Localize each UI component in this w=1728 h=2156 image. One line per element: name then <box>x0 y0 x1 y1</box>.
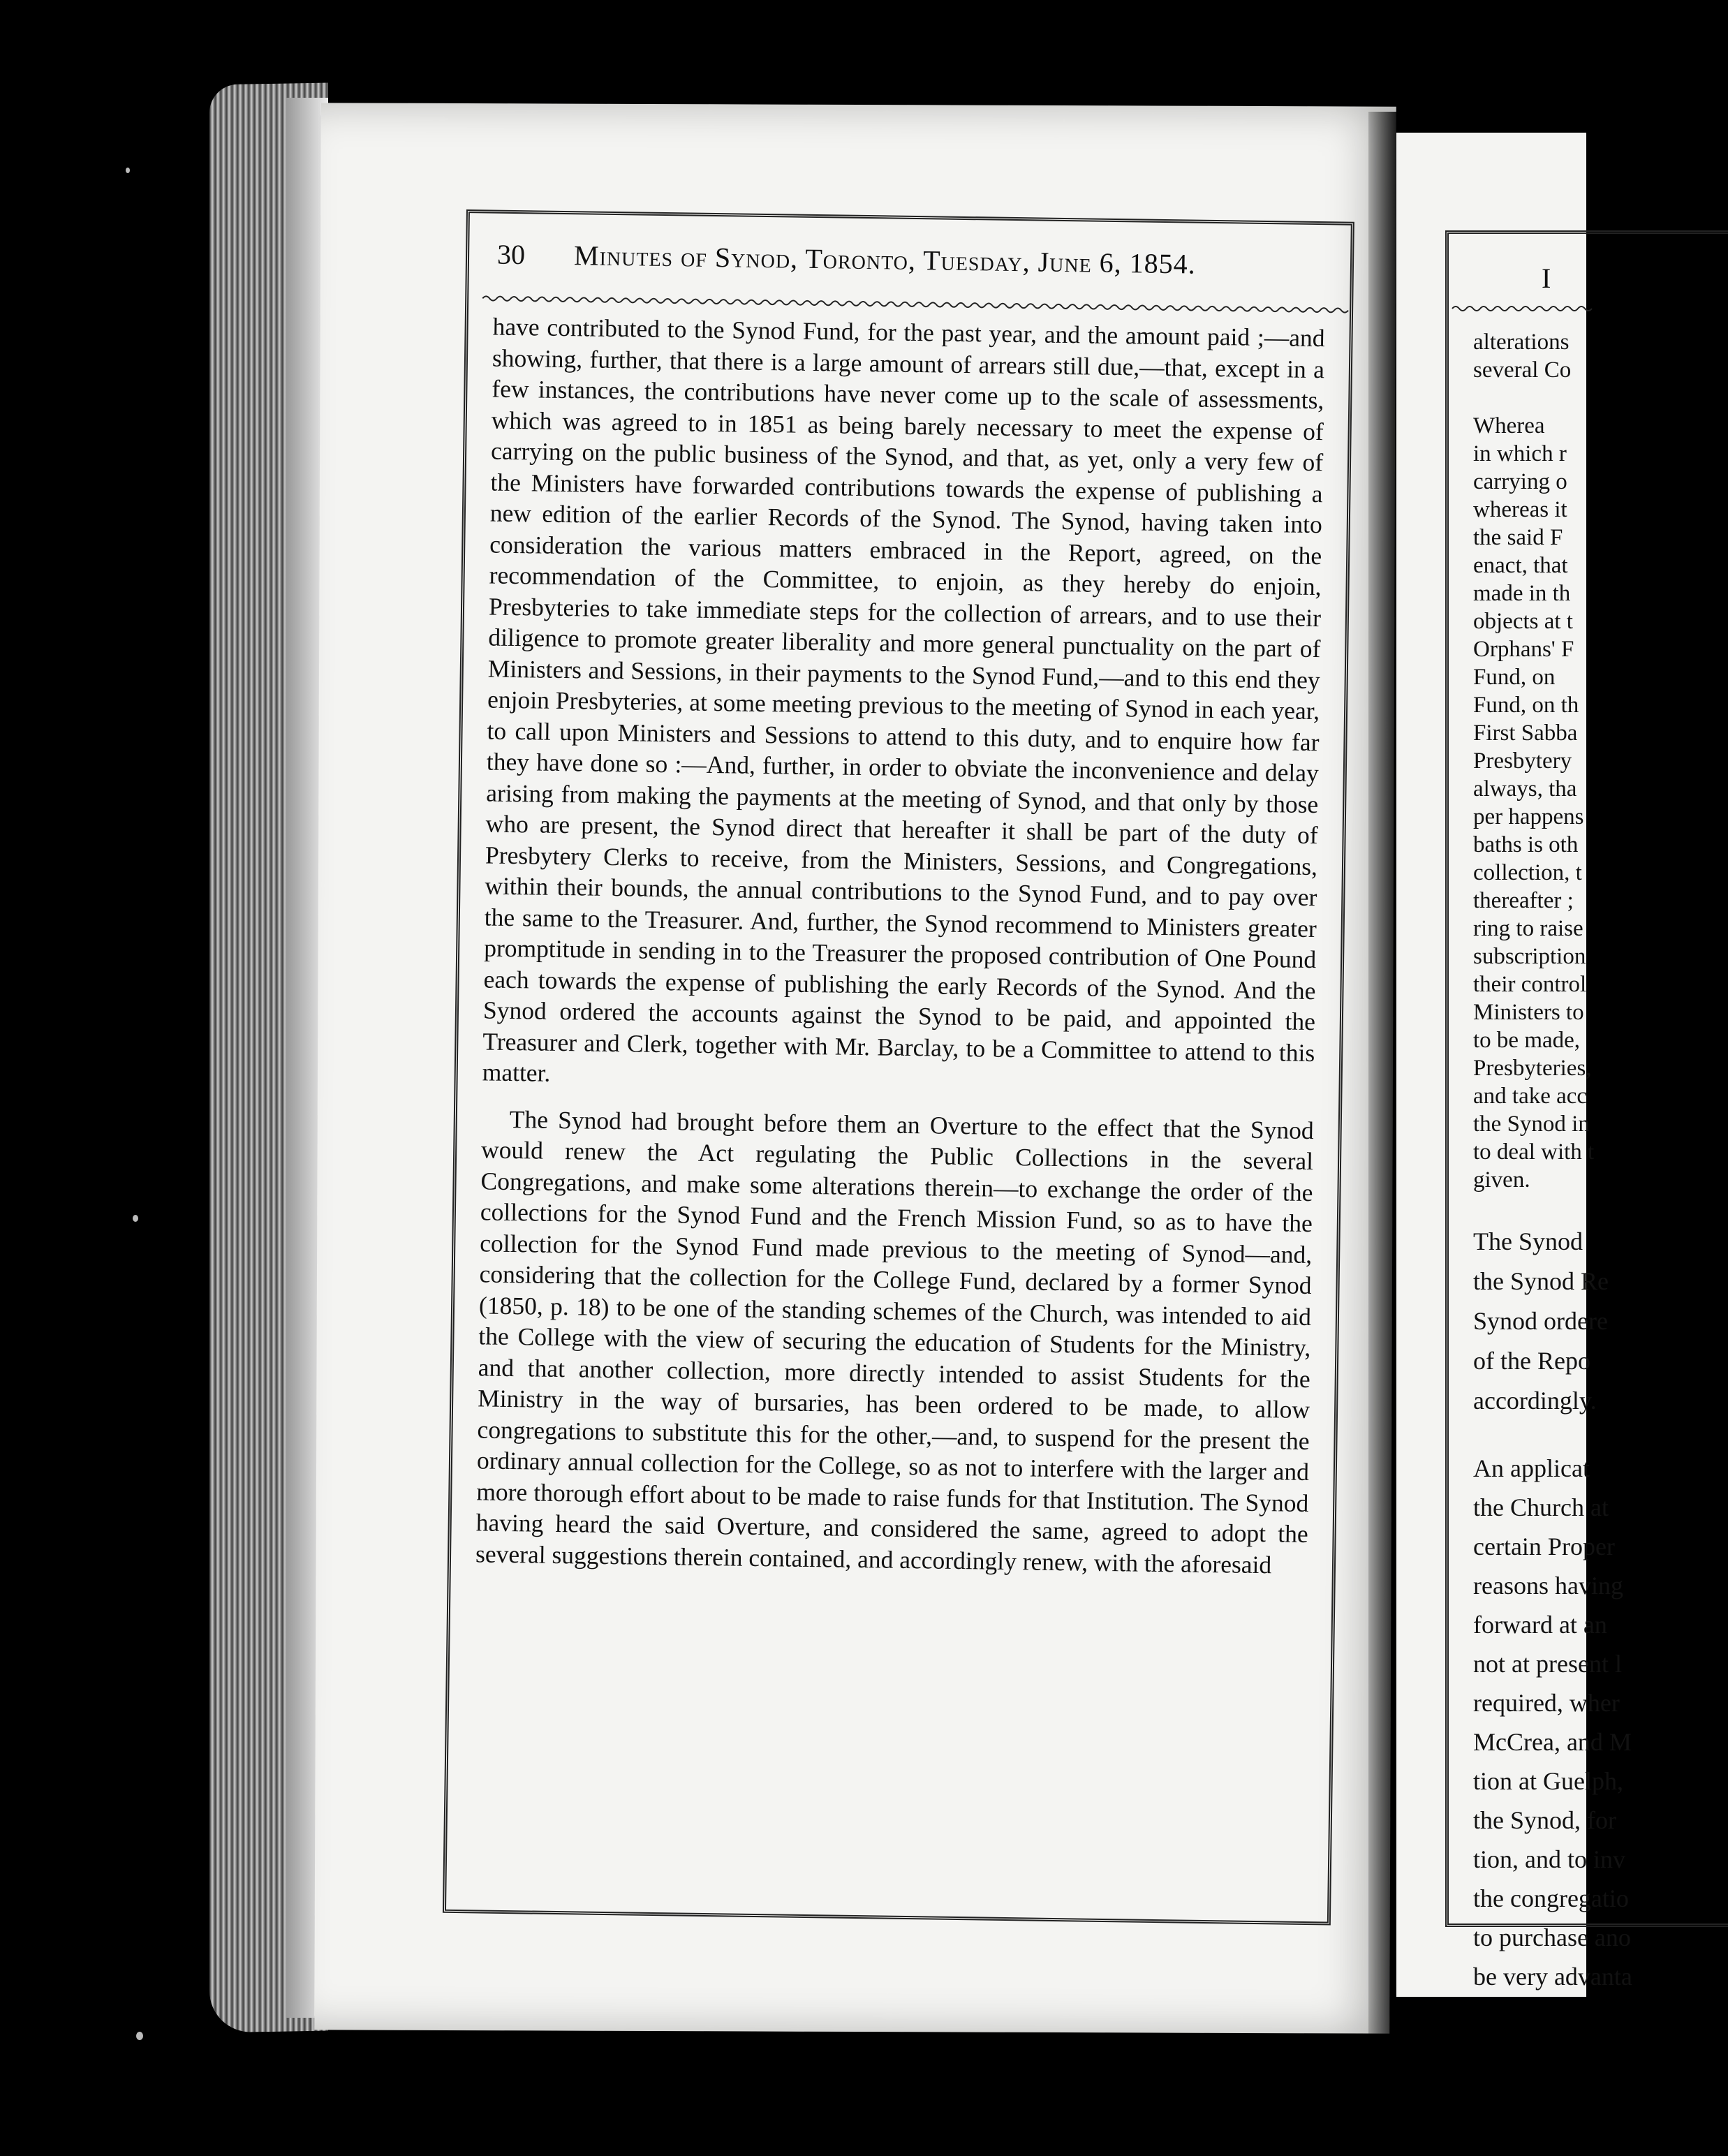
running-header <box>496 238 1322 298</box>
scan-speck <box>133 1215 138 1222</box>
right-fragment-2: Wherea in which r carrying o whereas it the said F enact, that made in th objects at t Orphans' F Fund, on Fund, on th First Sabba Presbytery always, tha per happens baths is oth collection, t thereafter ; ring to raise subscription their control Ministers to to be made, Presbyteries, and take acc the Synod in to deal with t given. <box>1473 413 1595 1193</box>
right-page-wavy-rule <box>1452 304 1592 313</box>
right-page-text-fragments <box>1473 328 1632 2010</box>
right-fragment-4: An applicat the Church at certain Proper reasons having forward at an not at present l required, wher McCrea, and M tion at Guelph, the Synod, for tion, and to inv the congregatio to purchase ano be very advanta <box>1473 1454 1632 1991</box>
right-fragment-3: The Synod the Synod Re Synod ordere of the Repo accordingly. <box>1473 1227 1609 1415</box>
body-text <box>471 311 1324 1900</box>
page-number: 30 <box>496 238 526 271</box>
scan-speck <box>136 2032 143 2040</box>
right-page <box>1396 133 1632 1997</box>
right-fragment-1: alterations several Co <box>1473 330 1572 383</box>
running-title: Minutes of Synod, Toronto, Tuesday, June 6, 1854. <box>573 239 1197 280</box>
paragraph-1: have contributed to the Synod Fund, for the past year, and the amount paid ;—and showing, further, that there is a large amount of arrears still due,—that, except in a few instances, the contributions have never come up to the scale of assessments, which was agreed to in 1851 as being barely necessary to meet the expense of carrying on the public business of the Synod, and that, as yet, only a very few of the Ministers have forwarded contributions towards the expense of publishing a new edition of the earlier Records of the Synod. The Synod, having taken into consideration the various matters embraced in the Report, agreed, on the recommendation of the Committee, to enjoin, as they hereby do enjoin, Presbyteries to take immediate steps for the collection of arrears, and to use their diligence to promote greater liberality and more general punctuality on the part of Ministers and Sessions, in their payments to the Synod Fund,—and to this end they enjoin Presbyteries, at some meeting previous to the meeting of Synod in each year, to call upon Ministers and Sessions to attend to this duty, and to enquire how far they have done so :—And, further, in order to obviate the inconvenience and delay arising from making the payments at the meeting of Synod, and that only by those who are present, the Synod direct that hereafter it shall be part of the duty of Presbytery Clerks to receive, from the Ministers, Sessions, and Congregations, within their bounds, the annual contributions to the Synod Fund, and to pay over the same to the Treasurer. And, further, the Synod recommend to Ministers greater promptitude in sending in to the Treasurer the proposed contribution of One Pound each towards the expense of publishing the early Records of the Synod. And the Synod ordered the accounts against the Synod to be paid, and appointed the Treasurer and Clerk, together with Mr. Barclay, to be a Committee to attend to this matter. <box>482 312 1325 1087</box>
right-page-header-fragment: I <box>1542 263 1551 294</box>
text-frame <box>443 209 1354 1926</box>
scan-speck <box>126 168 130 173</box>
paragraph-2: The Synod had brought before them an Overture to the effect that the Synod would renew the Act regulating the Public Collections in the several Congregations, and make some alterations therein—to exchange the order of the collections for the Synod Fund and the French Mission Fund, so as to have the collection for the Synod Fund made previous to the meeting of Synod—and, considering that the collection for the College Fund, declared by a former Synod (1850, p. 18) to be one of the standing schemes of the Church, was intended to aid the College with the view of securing the education of Students for the Ministry, and that another collection, more directly intended to assist Students for the Ministry in the way of bursaries, has been ordered to be made, to allow congregations to substitute this for the other,—and, to suspend for the present the ordinary annual collection for the College, so as not to interfere with the larger and more thorough effort about to be made to raise funds for that Institution. The Synod having heard the said Overture, and considered the same, agreed to adopt the several suggestions therein contained, and accordingly renew, with the aforesaid <box>475 1105 1314 1579</box>
